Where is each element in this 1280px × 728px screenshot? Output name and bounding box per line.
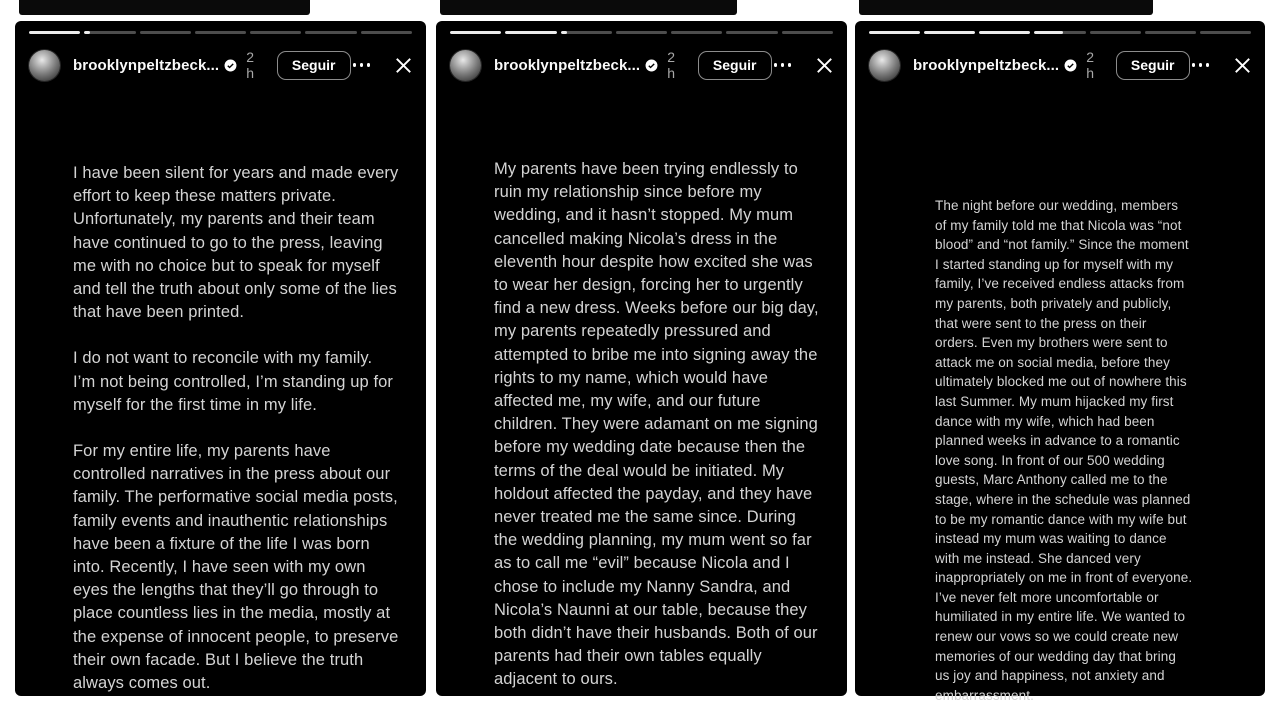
story-header (450, 45, 836, 85)
more-options-icon[interactable] (772, 57, 794, 73)
verified-badge-icon (224, 59, 237, 72)
follow-button[interactable]: Seguir (1116, 51, 1190, 80)
story-timestamp: 2 h (246, 49, 254, 81)
story-progress-segment (361, 31, 412, 34)
verified-badge-icon (1064, 59, 1077, 72)
story-paragraph: I do not want to reconcile with my family. I’m not being controlled, I’m standing up for myself for the first time in my life. (73, 349, 394, 414)
screenshot-remnant-bar (859, 0, 1153, 15)
story-progress-segment (1200, 31, 1251, 34)
story-header (29, 45, 415, 85)
avatar[interactable] (869, 50, 900, 81)
story-progress-segment (726, 31, 777, 34)
story-progress-segment (869, 31, 920, 34)
username[interactable]: brooklynpeltzbeck... (73, 56, 220, 74)
story-panel-1[interactable] (15, 21, 426, 696)
follow-button[interactable]: Seguir (277, 51, 351, 80)
story-text (73, 162, 399, 718)
story-timestamp: 2 h (667, 49, 675, 81)
story-progress-segment (1034, 31, 1085, 34)
story-paragraph: I have been silent for years and made every effort to keep these matters private. Unfortunately, my parents and their team have continued to go to the press, leaving me with no choice but to speak for myself and tell the truth about only some of the lies that have been printed. (73, 164, 399, 322)
story-progress-segment (924, 31, 975, 34)
story-progress-segment (305, 31, 356, 34)
avatar[interactable] (29, 50, 60, 81)
screenshot-remnant-bar (19, 0, 310, 15)
story-progress-segment (671, 31, 722, 34)
story-progress-segment (250, 31, 301, 34)
story-timestamp: 2 h (1086, 49, 1094, 81)
story-progress-segment (616, 31, 667, 34)
story-text (494, 158, 820, 715)
story-progress-segment (505, 31, 556, 34)
more-options-icon[interactable] (1190, 57, 1212, 73)
verified-badge-icon (645, 59, 658, 72)
story-panel-3[interactable] (855, 21, 1265, 703)
story-text (935, 196, 1193, 728)
story-progress-segment (450, 31, 501, 34)
story-progress-segment (84, 31, 135, 34)
story-progress-bar (450, 31, 833, 34)
story-progress-segment (1090, 31, 1141, 34)
more-options-icon[interactable] (351, 57, 373, 73)
story-paragraph: My parents have been trying endlessly to ruin my relationship since before my wedding, and it hasn’t stopped. My mum cancelled making Nicola’s dress in the eleventh hour despite how excited she was to wear her design, forcing her to urgently find a new dress. Weeks before our big day, my parents repeatedly pressured and attempted to bribe me into signing away the rights to my name, which would have affected me, my wife, and our future children. They were adamant on me signing before my wedding date because then the terms of the deal would be initiated. My holdout affected the payday, and they have never treated me the same since. During the wedding planning, my mum went so far as to call me “evil” because Nicola and I chose to include my Nanny Sandra, and Nicola’s Naunni at our table, because they both didn’t have their husbands. Both of our parents had their own tables equally adjacent to ours. (494, 160, 819, 689)
story-progress-bar (869, 31, 1251, 34)
story-progress-segment (561, 31, 612, 34)
story-panel-2[interactable] (436, 21, 847, 696)
username[interactable]: brooklynpeltzbeck... (913, 56, 1060, 74)
screenshot-remnant-bar (440, 0, 737, 15)
story-progress-segment (979, 31, 1030, 34)
username[interactable]: brooklynpeltzbeck... (494, 56, 641, 74)
story-progress-segment (1145, 31, 1196, 34)
story-progress-segment (195, 31, 246, 34)
story-progress-segment (29, 31, 80, 34)
close-icon[interactable] (392, 54, 415, 77)
story-progress-bar (29, 31, 412, 34)
story-progress-segment (140, 31, 191, 34)
close-icon[interactable] (1231, 54, 1254, 77)
story-paragraph: The night before our wedding, members of my family told me that Nicola was “not blood” and “not family.” Since the moment I started standing up for myself with my family, I’ve received endless attacks from my parents, both privately and publicly, that were sent to the press on their orders. Even my brothers were sent to attack me on social media, before they ultimately blocked me out of nowhere this last Summer. My mum hijacked my first dance with my wife, which had been planned weeks in advance to a romantic love song. In front of our 500 wedding guests, Marc Anthony called me to the stage, where in the schedule was planned to be my romantic dance with my wife but instead my mum was waiting to dance with me instead. She danced very inappropriately on me in front of everyone. I’ve never felt more uncomfortable or humiliated in my entire life. We wanted to renew our vows so we could create new memories of our wedding day that bring us joy and happiness, not anxiety and embarrassment. (935, 198, 1193, 703)
story-progress-segment (782, 31, 833, 34)
follow-button[interactable]: Seguir (698, 51, 772, 80)
story-header (869, 45, 1254, 85)
avatar[interactable] (450, 50, 481, 81)
close-icon[interactable] (813, 54, 836, 77)
story-paragraph: For my entire life, my parents have controlled narratives in the press about our family. The performative social media posts, family events and inauthentic relationships have been a fixture of the life I was born into. Recently, I have seen with my own eyes the lengths that they’ll go through to place countless lies in the media, mostly at the expense of innocent people, to preserve their own facade. But I believe the truth always comes out. (73, 442, 399, 693)
